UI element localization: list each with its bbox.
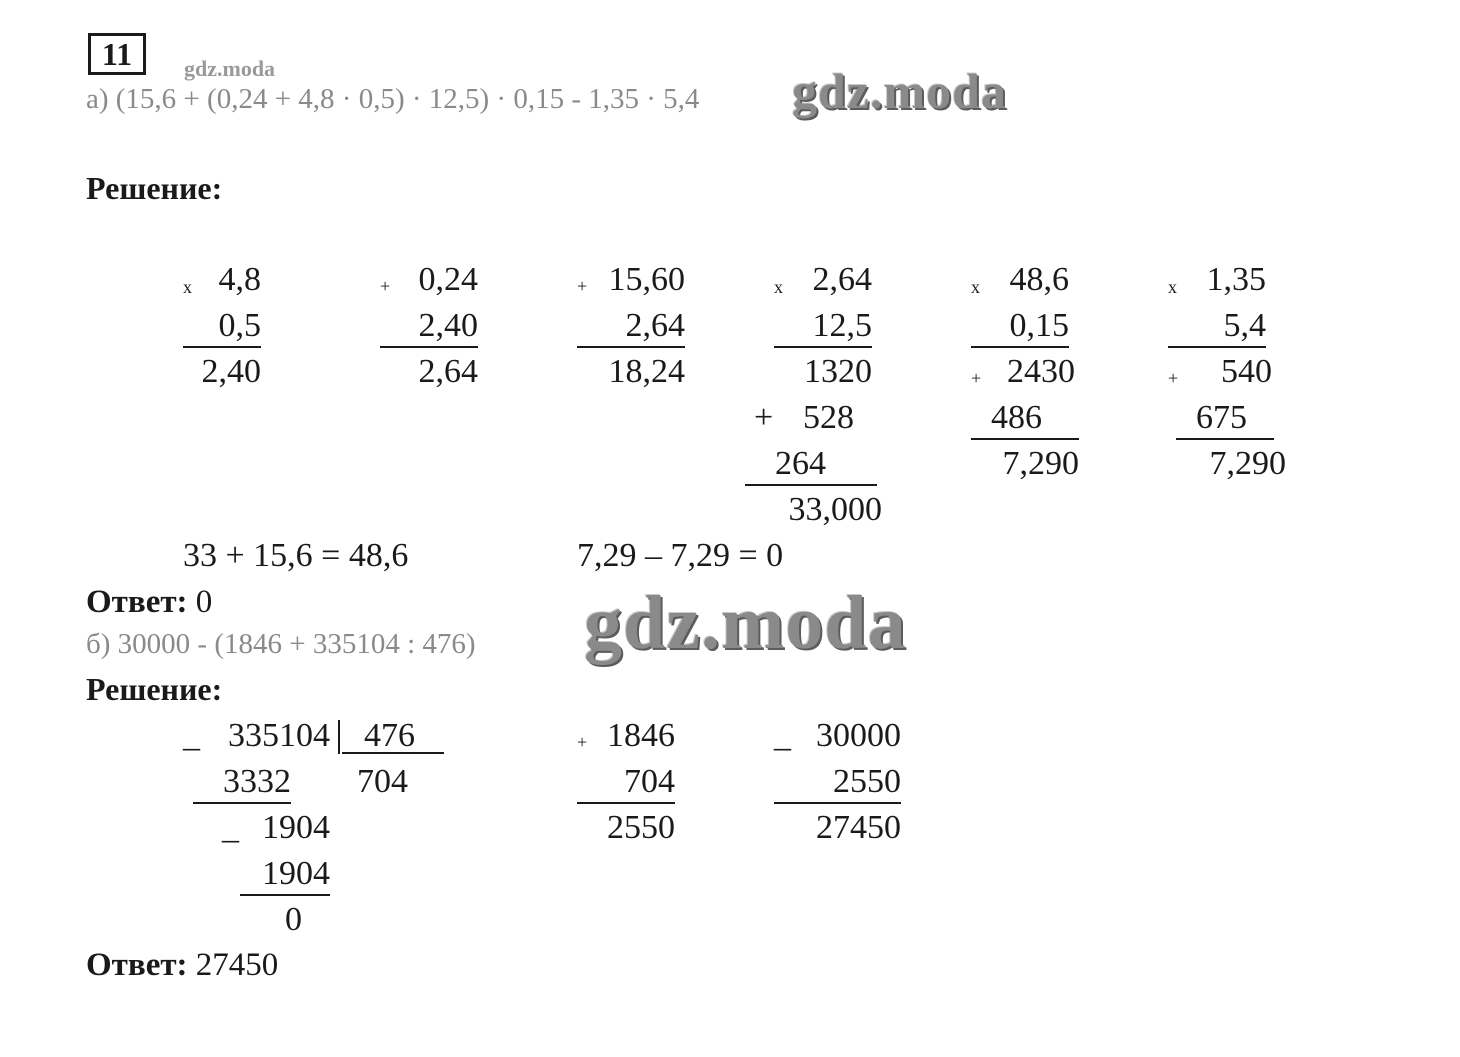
- operand-b: 704: [577, 762, 675, 804]
- dividend: 335104: [228, 717, 330, 754]
- partial-2: 675: [1196, 399, 1247, 436]
- partial-3: 264: [775, 445, 826, 482]
- answer-b: [86, 945, 278, 985]
- subtrahend-1: 3332: [193, 762, 291, 804]
- quotient: 704: [357, 763, 408, 800]
- remainder-1: 1904: [262, 809, 330, 846]
- partial-1: 1320: [804, 353, 872, 390]
- multiply-sign: x: [971, 277, 980, 297]
- result: 27450: [816, 809, 901, 846]
- operand-b: 2550: [774, 762, 901, 804]
- watermark-small: gdz.moda: [184, 56, 276, 81]
- task-number-box: 11: [88, 33, 146, 75]
- partial-1: 2430: [1007, 353, 1075, 390]
- condition-a: а) (15,6 + (0,24 + 4,8 · 0,5) · 12,5) · 0,15 - 1,35 · 5,4: [86, 83, 700, 115]
- partial-1: 540: [1221, 353, 1272, 390]
- plus-sign: +: [380, 276, 391, 296]
- operand-a: 1846: [607, 717, 675, 754]
- minus-sign: _: [222, 809, 239, 846]
- result: 2,40: [201, 353, 261, 390]
- multiply-sign: x: [1168, 277, 1177, 297]
- division-bar: [338, 720, 340, 754]
- multiply-sign: x: [774, 277, 783, 297]
- sum-line: 33 + 15,6 = 48,6: [183, 537, 409, 574]
- operand-a: 15,60: [608, 261, 685, 298]
- partial-2: 528: [803, 399, 854, 436]
- plus-sign: +: [754, 399, 774, 436]
- operand-a: 2,64: [812, 261, 872, 298]
- answer-label: Ответ:: [86, 947, 188, 983]
- result: 33,000: [788, 491, 882, 528]
- watermark-large-top: gdz.moda: [792, 63, 1007, 119]
- operand-a: 0,24: [418, 261, 478, 298]
- difference-line: 7,29 – 7,29 = 0: [577, 537, 784, 574]
- solution-heading-a: Решение:: [86, 170, 223, 206]
- answer-value: 0: [195, 584, 213, 620]
- operand-b: 2,40: [380, 306, 478, 348]
- operand-b: 0,5: [183, 306, 261, 348]
- plus-sign: +: [577, 276, 588, 296]
- operand-b: 0,15: [971, 306, 1069, 348]
- solution-heading-b: Решение:: [86, 671, 223, 707]
- result: 2550: [607, 809, 675, 846]
- operand-a: 4,8: [218, 261, 261, 298]
- operand-b: 5,4: [1168, 306, 1266, 348]
- plus-sign: +: [971, 368, 982, 388]
- divisor: 476: [342, 716, 444, 754]
- condition-b: б) 30000 - (1846 + 335104 : 476): [86, 628, 476, 660]
- operand-b: 12,5: [774, 306, 872, 348]
- subtrahend-2: 1904: [240, 854, 330, 896]
- multiply-sign: x: [183, 277, 192, 297]
- operand-a: 1,35: [1206, 261, 1266, 298]
- operand-a: 30000: [816, 717, 901, 754]
- partial-2: 486: [991, 399, 1042, 436]
- answer-a: [86, 582, 212, 622]
- plus-sign: +: [577, 732, 588, 752]
- answer-label: Ответ:: [86, 584, 188, 620]
- minus-sign: _: [774, 717, 791, 754]
- result: 7,290: [1209, 445, 1286, 482]
- remainder-final: 0: [285, 901, 302, 938]
- minus-sign: _: [183, 717, 200, 754]
- watermark-large-center: gdz.moda: [584, 581, 907, 665]
- result: 2,64: [418, 353, 478, 390]
- answer-value: 27450: [195, 947, 279, 983]
- plus-sign: +: [1168, 368, 1179, 388]
- result: 7,290: [1002, 445, 1079, 482]
- operand-a: 48,6: [1009, 261, 1069, 298]
- result: 18,24: [608, 353, 685, 390]
- operand-b: 2,64: [577, 306, 685, 348]
